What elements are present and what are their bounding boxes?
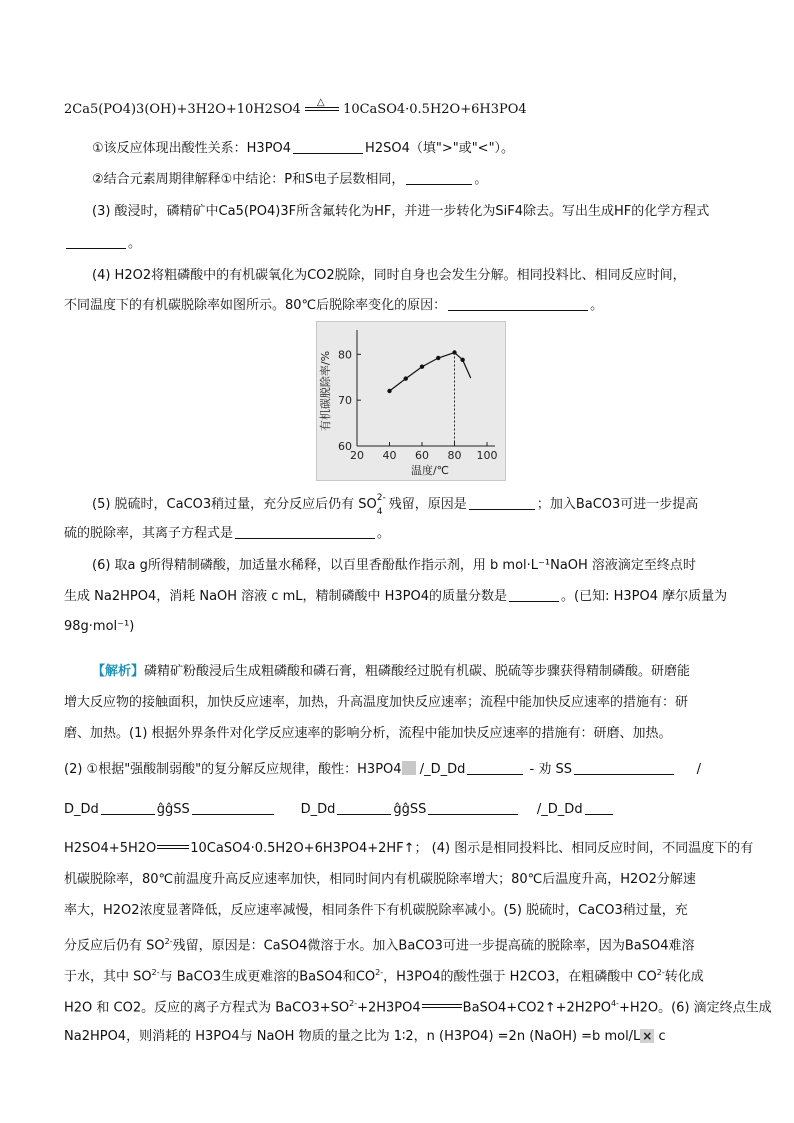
analysis-text: +H2O。(6) 滴定终点生成 [618, 1000, 772, 1016]
x-tick-label: 80 [447, 449, 462, 462]
question-line [64, 296, 734, 316]
question-text: (5) 脱硫时，CaCO3稍过量，充分反应后仍有 SO [92, 497, 377, 512]
garbled-text: - 劝 SS [529, 762, 572, 777]
question-text: 。 [128, 236, 142, 251]
analysis-line [64, 724, 734, 744]
garbled-blank [428, 800, 518, 815]
question-line [64, 617, 734, 637]
equals-sign [157, 845, 189, 849]
question-text: 残留，原因是 [388, 497, 467, 512]
analysis-line [64, 994, 772, 1018]
y-tick-label: 60 [338, 440, 352, 453]
x-tick-label: 20 [350, 449, 364, 462]
superscript: 2- [376, 493, 386, 503]
superscript: 2- [656, 968, 665, 977]
y-axis-label: 有机碳脱除率/% [319, 350, 332, 432]
analysis-text: 残留，原因是：CaSO4微溶于水。加入BaCO3可进一步提高硫的脱除率，因为BaSO4难溶 [172, 938, 695, 954]
garbled-text: D_Dd [300, 802, 336, 817]
analysis-line [92, 662, 762, 682]
answer-blank[interactable] [235, 524, 375, 539]
question-text: 。 [474, 172, 488, 187]
question-text: ；加入BaCO3可进一步提高 [536, 497, 699, 512]
question-text: (4) H2O2将粗磷酸中的有机碳氧化为CO2脱除，同时自身也会发生分解。相同投料比、相同反应时间， [92, 268, 686, 283]
analysis-line [64, 901, 734, 921]
question-text: 硫的脱除率，其离子方程式是 [64, 526, 234, 541]
analysis-text: +2H3PO4 [357, 1000, 421, 1016]
x-tick-label: 40 [382, 449, 397, 462]
superscript: 2- [164, 937, 173, 946]
x-tick-label: 100 [476, 449, 498, 462]
series-line [390, 353, 471, 392]
analysis-text: 磨、加热。(1) 根据外界条件对化学反应速率的影响分析，流程中能加快反应速率的措施有：研磨、加热。 [64, 726, 672, 741]
analysis-line [64, 800, 734, 820]
question-line [64, 524, 734, 544]
superscript: 4- [610, 999, 619, 1008]
data-point [436, 356, 440, 360]
question-text: (6) 取a g所得精制磷酸，加适量水稀释，以百里香酚酞作指示剂，用 b mol·L⁻¹NaOH 溶液滴定至终点时 [92, 558, 696, 573]
garbled-text: / [696, 762, 702, 777]
data-point [452, 350, 456, 354]
times-symbol: × [642, 1029, 653, 1043]
answer-blank[interactable] [406, 170, 472, 185]
superscript: 2- [151, 968, 160, 977]
analysis-text: 率大，H2O2浓度显著降低，反应速率减慢，相同条件下有机碳脱除率减小。(5) 脱硫时，CaCO3稍过量，充 [64, 903, 688, 918]
question-text: H2SO4（填">"或"<"）。 [365, 141, 515, 156]
subscript: 4 [376, 507, 383, 517]
analysis-text: 于水，其中 SO [64, 969, 152, 985]
question-text: 生成 Na2HPO4，消耗 NaOH 溶液 c mL，精制磷酸中 H3PO4的质量分数是 [64, 589, 508, 604]
question-text: 。 [377, 526, 391, 541]
answer-blank[interactable] [448, 296, 588, 311]
analysis-tag: 【解析】 [92, 664, 145, 679]
equation-left: 2Ca5(PO4)3(OH)+3H2O+10H2SO4 [64, 102, 301, 117]
answer-blank[interactable] [293, 139, 363, 154]
equation-line [64, 97, 734, 120]
analysis-line [64, 760, 734, 780]
garbled-blank [467, 760, 523, 775]
answer-blank[interactable] [509, 587, 559, 602]
equals-sign [422, 1004, 462, 1008]
analysis-text: c [658, 1029, 666, 1044]
question-line [92, 556, 762, 576]
reaction-arrow [305, 97, 339, 115]
garbled-blank [337, 800, 391, 815]
analysis-text: 与 BaCO3生成更难溶的BaSO4和CO [159, 969, 376, 985]
data-point [404, 376, 408, 380]
x-axis-label: 温度/℃ [410, 464, 450, 477]
heat-symbol: △ [316, 97, 325, 108]
data-point [460, 358, 464, 362]
equation-right: 10CaSO4·0.5H2O+6H3PO4 [343, 102, 527, 117]
question-text: ②结合元素周期律解释①中结论：P和S电子层数相同， [92, 172, 405, 187]
question-text: ①该反应体现出酸性关系：H3PO4 [92, 141, 292, 156]
garbled-text: ĝĝSS [393, 802, 427, 817]
analysis-text: 分反应后仍有 SO [64, 938, 165, 954]
data-point [420, 365, 424, 369]
y-tick-label: 70 [338, 394, 352, 408]
question-text: 。(已知: H3PO4 摩尔质量为 [561, 589, 728, 604]
analysis-text: 机碳脱除率，80℃前温度升高反应速率加快，相同时间内有机碳脱除率增大；80℃后温度升高，H2O2分解速 [64, 872, 696, 887]
superscript: 2- [349, 999, 358, 1008]
chart-svg [317, 322, 505, 480]
answer-blank[interactable] [66, 234, 126, 249]
analysis-line [64, 693, 734, 713]
analysis-text: 转化成 [664, 969, 704, 985]
analysis-text: 10CaSO4·0.5H2O+6H3PO4+2HF↑； (4) 图示是相同投料比、相同反应时间，不同温度下的有 [190, 841, 754, 856]
garbled-blank [585, 800, 613, 815]
question-text: (3) 酸浸时，磷精矿中Ca5(PO4)3F所含氟转化为HF，并进一步转化为SiF4除去。写出生成HF的化学方程式 [92, 204, 710, 219]
question-text: 。 [590, 298, 604, 313]
garbled-blank [101, 800, 155, 815]
analysis-text: (2) ①根据"强酸制弱酸"的复分解反应规律，酸性：H3PO4 [64, 762, 402, 777]
analysis-text: Na2HPO4，则消耗的 H3PO4与 NaOH 物质的量之比为 1∶2，n (H3PO4) =2n (NaOH) =b mol/L [64, 1029, 641, 1044]
x-tick-label: 60 [415, 449, 429, 462]
garbled-blank [192, 800, 274, 815]
answer-blank[interactable] [469, 495, 535, 510]
analysis-line [64, 839, 754, 859]
garbled-text: ĝĝSS [156, 802, 190, 817]
analysis-text: 增大反应物的接触面积，加快反应速率，加热，升高温度加快反应速率；流程中能加快反应速率的措施有：研 [64, 695, 689, 710]
garbled-text: /_D_Dd [536, 802, 583, 817]
analysis-text: H2SO4+5H2O [64, 841, 157, 856]
question-line [92, 266, 762, 286]
analysis-line [64, 963, 734, 987]
question-line [92, 139, 762, 159]
superscript: 2- [375, 968, 384, 977]
analysis-text: H2O 和 CO2。反应的离子方程式为 BaCO3+SO [64, 1000, 350, 1016]
analysis-text: 磷精矿粉酸浸后生成粗磷酸和磷石膏，粗磷酸经过脱有机碳、脱硫等步骤获得精制磷酸。研磨能 [144, 664, 691, 679]
question-line [92, 202, 762, 222]
garbled-box [402, 761, 416, 775]
analysis-text: BaSO4+CO2↑+2H2PO [462, 1000, 611, 1016]
y-tick-label: 80 [338, 348, 352, 362]
garbled-text: /_D_Dd [419, 762, 466, 777]
garbled-blank [574, 760, 674, 775]
analysis-line [64, 870, 734, 890]
question-text: 不同温度下的有机碳脱除率如图所示。80℃后脱除率变化的原因： [64, 298, 447, 313]
question-text: 98g·mol⁻¹) [64, 619, 135, 634]
analysis-line [64, 1027, 734, 1047]
question-line [92, 170, 762, 190]
question-line [64, 587, 734, 607]
removal-rate-chart [316, 321, 506, 481]
question-line [92, 494, 762, 515]
data-point [387, 389, 391, 393]
analysis-text: ，H3PO4的酸性强于 H2CO3，在粗磷酸中 CO [383, 969, 657, 985]
question-line [64, 234, 734, 254]
garbled-text: D_Dd [64, 802, 99, 817]
analysis-line [64, 932, 734, 956]
